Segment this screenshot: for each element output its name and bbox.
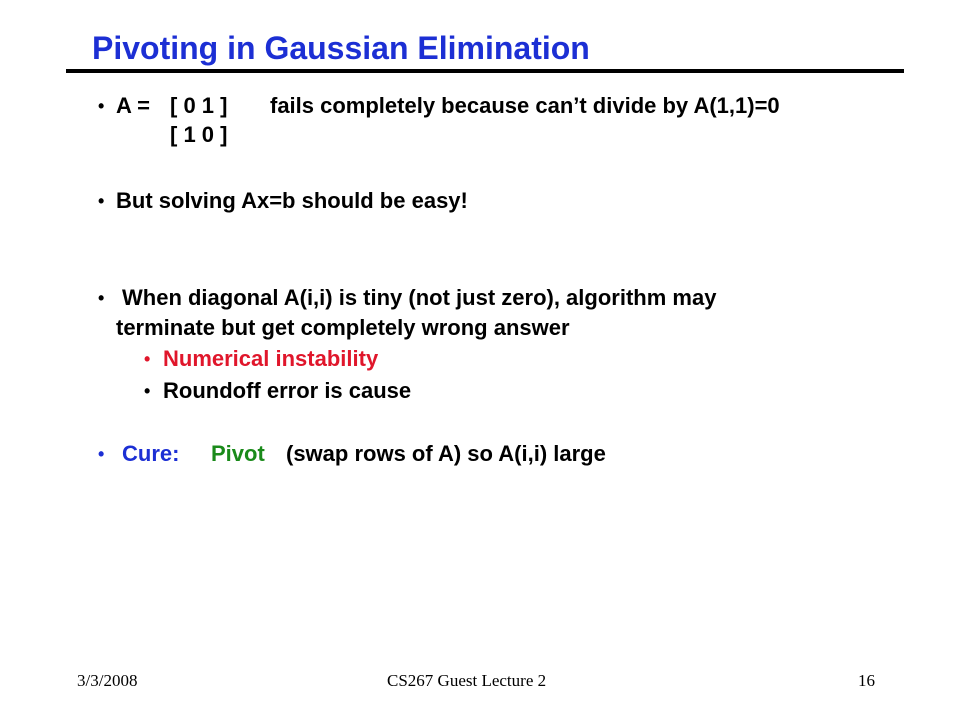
matrix-row-2: [ 1 0 ] [170,122,228,147]
matrix-row-1: [ 0 1 ] [170,93,228,118]
bullet-icon: • [98,96,105,116]
pivot-word: Pivot [211,441,265,466]
cure-rest: (swap rows of A) so A(i,i) large [286,441,606,466]
bullet-icon: • [98,191,105,211]
bullet-icon: • [98,444,105,464]
cure-label: Cure: [122,441,180,466]
sub-bullet-roundoff: Roundoff error is cause [163,378,412,403]
bullet-easy-text: But solving Ax=b should be easy! [116,188,468,213]
sub-bullet-icon: • [144,381,151,401]
bullet-icon: • [98,288,105,308]
footer-date: 3/3/2008 [77,671,138,690]
bullet-tiny-line1: When diagonal A(i,i) is tiny (not just zero), algorithm may [122,285,717,310]
bullet-tiny-line2: terminate but get completely wrong answer [116,315,570,340]
footer-course: CS267 Guest Lecture 2 [387,671,547,690]
footer-page-number: 16 [858,671,875,690]
bullet-a-text: fails completely because can’t divide by A(1,1)=0 [270,93,780,118]
bullet-a-lhs: A = [116,93,151,118]
slide-title: Pivoting in Gaussian Elimination [92,30,590,66]
sub-bullet-icon: • [144,349,151,369]
sub-bullet-instability: Numerical instability [163,346,379,371]
title-underline [66,69,904,73]
